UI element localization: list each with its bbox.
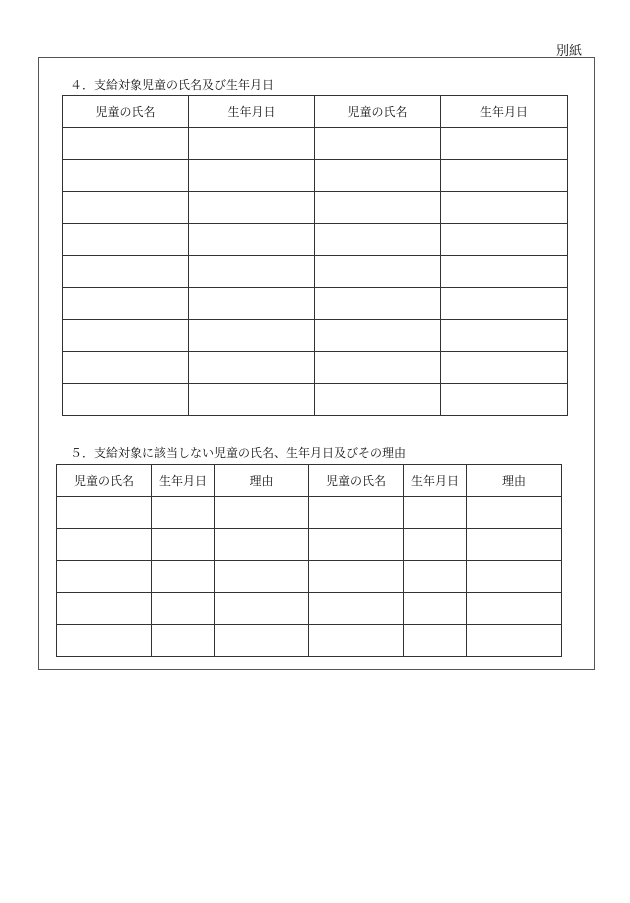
section4-entry-cell[interactable] bbox=[315, 160, 441, 192]
section5-entry-cell[interactable] bbox=[152, 593, 215, 625]
section4-entry-cell[interactable] bbox=[63, 160, 189, 192]
section4-title: ４．支給対象児童の氏名及び生年月日 bbox=[70, 78, 275, 92]
section4-entry-cell[interactable] bbox=[189, 320, 315, 352]
section4-entry-cell[interactable] bbox=[441, 288, 568, 320]
section5-entry-cell[interactable] bbox=[152, 625, 215, 657]
section5-entry-cell[interactable] bbox=[467, 497, 562, 529]
section4-header-birthdate-2: 生年月日 bbox=[441, 96, 568, 128]
section5-header-child-name-2: 児童の氏名 bbox=[309, 465, 404, 497]
section5-entry-cell[interactable] bbox=[215, 497, 309, 529]
section4-entry-cell[interactable] bbox=[63, 192, 189, 224]
section4-entry-cell[interactable] bbox=[189, 256, 315, 288]
section4-entry-cell[interactable] bbox=[63, 288, 189, 320]
section4-header-row bbox=[63, 96, 568, 128]
section5-entry-cell[interactable] bbox=[404, 593, 467, 625]
section4-header-birthdate-1: 生年月日 bbox=[189, 96, 315, 128]
section4-entry-cell[interactable] bbox=[315, 128, 441, 160]
section4-header-child-name-2: 児童の氏名 bbox=[315, 96, 441, 128]
section5-entry-cell[interactable] bbox=[152, 529, 215, 561]
section4-entry-cell[interactable] bbox=[63, 128, 189, 160]
section4-entry-cell[interactable] bbox=[189, 192, 315, 224]
section5-header-row bbox=[57, 465, 562, 497]
section5-entry-cell[interactable] bbox=[467, 625, 562, 657]
section5-entry-cell[interactable] bbox=[215, 561, 309, 593]
section4-table-row bbox=[63, 160, 568, 192]
section5-entry-cell[interactable] bbox=[467, 561, 562, 593]
section4-entry-cell[interactable] bbox=[441, 192, 568, 224]
section5-entry-cell[interactable] bbox=[57, 561, 152, 593]
section5-entry-cell[interactable] bbox=[309, 497, 404, 529]
section4-entry-cell[interactable] bbox=[189, 352, 315, 384]
section5-table-row bbox=[57, 593, 562, 625]
section5-table-row bbox=[57, 561, 562, 593]
section4-entry-cell[interactable] bbox=[315, 384, 441, 416]
section4-entry-cell[interactable] bbox=[189, 224, 315, 256]
section5-entry-cell[interactable] bbox=[215, 593, 309, 625]
section4-entry-cell[interactable] bbox=[63, 384, 189, 416]
section4-entry-cell[interactable] bbox=[63, 224, 189, 256]
section4-entry-cell[interactable] bbox=[315, 288, 441, 320]
section4-table-row bbox=[63, 224, 568, 256]
section4-table-row bbox=[63, 384, 568, 416]
section4-entry-cell[interactable] bbox=[315, 256, 441, 288]
section4-entry-cell[interactable] bbox=[315, 224, 441, 256]
section4-entry-cell[interactable] bbox=[63, 256, 189, 288]
section4-entry-cell[interactable] bbox=[441, 320, 568, 352]
section4-entry-cell[interactable] bbox=[441, 256, 568, 288]
section5-header-reason-1: 理由 bbox=[215, 465, 309, 497]
section5-entry-cell[interactable] bbox=[57, 593, 152, 625]
section5-entry-cell[interactable] bbox=[57, 529, 152, 561]
section5-entry-cell[interactable] bbox=[309, 561, 404, 593]
section5-title: ５．支給対象に該当しない児童の氏名、生年月日及びその理由 bbox=[70, 446, 407, 460]
section5-entry-cell[interactable] bbox=[467, 593, 562, 625]
section5-entry-cell[interactable] bbox=[404, 625, 467, 657]
section4-entry-cell[interactable] bbox=[441, 128, 568, 160]
section4-entry-cell[interactable] bbox=[315, 352, 441, 384]
section5-entry-cell[interactable] bbox=[404, 497, 467, 529]
section5-header-child-name-1: 児童の氏名 bbox=[57, 465, 152, 497]
section4-entry-cell[interactable] bbox=[189, 288, 315, 320]
section5-entry-cell[interactable] bbox=[467, 529, 562, 561]
section4-entry-cell[interactable] bbox=[441, 352, 568, 384]
section4-entry-cell[interactable] bbox=[63, 352, 189, 384]
section5-entry-cell[interactable] bbox=[309, 529, 404, 561]
section5-entry-cell[interactable] bbox=[404, 561, 467, 593]
section5-table-row bbox=[57, 497, 562, 529]
section4-entry-cell[interactable] bbox=[441, 384, 568, 416]
section4-entry-cell[interactable] bbox=[189, 160, 315, 192]
section4-header-child-name-1: 児童の氏名 bbox=[63, 96, 189, 128]
section5-entry-cell[interactable] bbox=[215, 625, 309, 657]
section4-entry-cell[interactable] bbox=[189, 384, 315, 416]
section5-entry-cell[interactable] bbox=[215, 529, 309, 561]
section5-entry-cell[interactable] bbox=[57, 497, 152, 529]
section4-table-row bbox=[63, 128, 568, 160]
section4-table-row bbox=[63, 256, 568, 288]
section4-table-row bbox=[63, 352, 568, 384]
attachment-label: 別紙 bbox=[556, 44, 583, 59]
section5-header-birthdate-1: 生年月日 bbox=[152, 465, 215, 497]
section4-table-row bbox=[63, 320, 568, 352]
section5-entry-cell[interactable] bbox=[57, 625, 152, 657]
section5-table bbox=[56, 464, 562, 657]
section5-entry-cell[interactable] bbox=[404, 529, 467, 561]
section4-entry-cell[interactable] bbox=[189, 128, 315, 160]
section5-entry-cell[interactable] bbox=[152, 561, 215, 593]
section4-table-row bbox=[63, 192, 568, 224]
section5-header-reason-2: 理由 bbox=[467, 465, 562, 497]
section4-entry-cell[interactable] bbox=[63, 320, 189, 352]
section4-entry-cell[interactable] bbox=[441, 224, 568, 256]
section5-entry-cell[interactable] bbox=[152, 497, 215, 529]
section5-table-row bbox=[57, 625, 562, 657]
section4-table-row bbox=[63, 288, 568, 320]
section5-header-birthdate-2: 生年月日 bbox=[404, 465, 467, 497]
section5-entry-cell[interactable] bbox=[309, 593, 404, 625]
section5-entry-cell[interactable] bbox=[309, 625, 404, 657]
section5-table-row bbox=[57, 529, 562, 561]
section4-table bbox=[62, 95, 568, 416]
section4-entry-cell[interactable] bbox=[441, 160, 568, 192]
section4-entry-cell[interactable] bbox=[315, 320, 441, 352]
section4-entry-cell[interactable] bbox=[315, 192, 441, 224]
